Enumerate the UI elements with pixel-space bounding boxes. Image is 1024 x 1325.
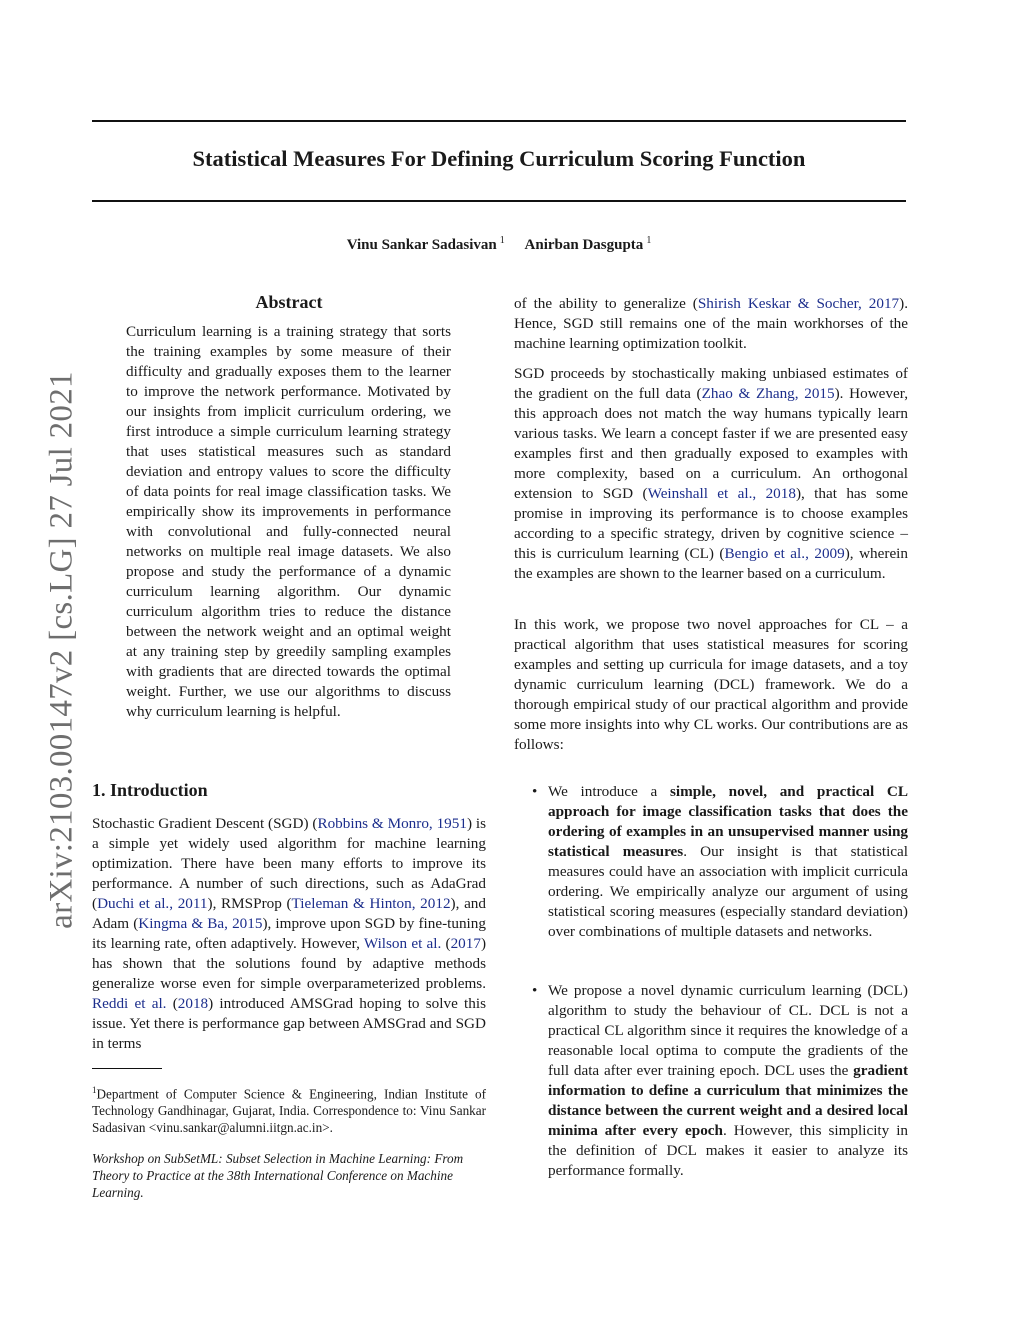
right-paragraph-1 [514,294,908,354]
citation-link[interactable]: 2017 [450,935,481,952]
author-name: Vinu Sankar Sadasivan [346,237,497,253]
text-segment: ( [441,935,451,952]
text-segment: . However, this simplicity in the definition of DCL makes it easier to analyze its performance formally. [548,1122,909,1179]
text-segment: ). Hence, SGD still remains one of the main workhorses of the machine learning optimization toolkit. [514,295,908,352]
text-segment: ), that has some promise in improving its performance is to choose examples according to a specific strategy, driven by cognitive science – this is curriculum learning (CL) ( [514,485,908,562]
text-segment: ) has shown that the solutions found by adaptive methods generalize worse even for simple overparameterized problems. [92,935,487,992]
text-segment: . Our insight is that statistical measures could have an association with implicit curricula ordering. We empirically analyze our argument of using statistical scoring measures (especially standard deviation) over combinations of multiple datasets and networks. [548,843,909,940]
citation-link[interactable]: Weinshall et al., 2018 [647,485,796,502]
footnote-text: Department of Computer Science & Engineering, Indian Institute of Technology Gandhinagar, Gujarat, India. Correspondence to: Vinu Sankar Sadasivan <vinu.sankar@alumni.iitgn.ac.in>. [92,1086,486,1136]
citation-link[interactable]: Reddi et al. [92,995,167,1012]
author-list [92,235,906,254]
right-paragraph-2 [514,364,908,584]
abstract-paragraph: Curriculum learning is a training strategy that sorts the training examples by some measure of their difficulty and gradually exposes them to the learner to improve the network performance. Motivated by our insights from implicit curriculum ordering, we first introduce a simple curriculum learning strategy that uses statistical measures such as standard deviation and entropy values to score the difficulty of data points for real image classification tasks. We empirically show its improvements in performance with convolutional and fully-connected neural networks on multiple real image datasets. We also propose and study the performance of a dynamic curriculum learning algorithm. Our dynamic curriculum algorithm tries to reduce the distance between the network weight and an optimal weight at any training step by greedily sampling examples with gradients that are directed towards the optimal weight. Further, we use our algorithms to discuss why curriculum learning is helpful. [126,323,451,720]
footnote-rule [92,1068,162,1069]
citation-link[interactable]: Duchi et al., 2011 [97,895,208,912]
author-affiliation-mark: 1 [646,235,652,246]
text-segment: ) introduced AMSGrad hoping to solve this issue. Yet there is performance gap between AMSGrad and SGD in terms [92,995,486,1052]
author-name: Anirban Dasgupta [524,237,644,253]
introduction-text [92,814,486,1054]
text-segment: We introduce a [548,783,670,800]
bullet-marker: • [532,783,538,800]
workshop-note [92,1150,486,1201]
text-segment: SGD proceeds by stochastically making unbiased estimates of the gradient on the full data ( [514,365,908,402]
top-rule [92,120,906,122]
introduction-heading: 1. Introduction [92,780,208,800]
arxiv-identifier: arXiv:2103.00147v2 [cs.LG] 27 Jul 2021 [43,371,80,929]
citation-link[interactable]: Tieleman & Hinton, 2012 [291,895,451,912]
abstract-heading: Abstract [255,292,323,312]
text-segment: ), RMSProp ( [207,895,292,912]
contribution-bullet-1 [548,782,908,942]
text-segment: Stochastic Gradient Descent (SGD) ( [92,815,318,832]
intro-paragraph [92,814,486,1054]
citation-link[interactable]: Bengio et al., 2009 [724,545,845,562]
citation-link[interactable]: Robbins & Monro, 1951 [317,815,467,832]
bold-text: simple, novel, and practical CL approach for image classification tasks that does the ordering of examples in an unsupervised manner using statistical measures [548,783,908,860]
citation-link[interactable]: 2018 [177,995,209,1012]
abstract-text [126,322,451,722]
text-segment: ( [166,995,178,1012]
contribution-bullet-2 [548,981,908,1181]
text-segment: ). However, this approach does not match the way humans typically learn various tasks. We learn a concept faster if we are presented easy examples first and then gradually exposed to examples with more complexity, based on a curriculum. An orthogonal extension to SGD ( [514,385,908,502]
footnote-mark: 1 [92,1085,97,1095]
citation-link[interactable]: Wilson et al. [363,935,442,952]
citation-link[interactable]: Zhao & Zhang, 2015 [701,385,835,402]
bold-text: gradient information to define a curriculum that minimizes the distance between the current weight and a desired local minima after every epoch [548,1062,908,1139]
text-segment: ), improve upon SGD by fine-tuning its learning rate, often adaptively. However, [92,915,486,952]
right-paragraph-3: In this work, we propose two novel approaches for CL – a practical algorithm that uses statistical measures for scoring examples and setting up curricula for image datasets, and a toy dynamic curriculum learning (DCL) framework. We do a thorough empirical study of our practical algorithm and provide some more insights into why CL works. Our contributions are as follows: [514,616,908,753]
author-affiliation-mark: 1 [499,235,505,246]
text-segment: We propose a novel dynamic curriculum learning (DCL) algorithm to study the behaviour of CL. DCL is not a practical CL algorithm since it requires the knowledge of a reasonable local optima to compute the gradients of the full data after ever training epoch. DCL uses the [548,982,908,1079]
bullet-marker: • [532,982,538,999]
workshop-text: Workshop on SubSetML: Subset Selection in Machine Learning: From Theory to Practice at the 38th International Conference on Machine Learning. [92,1151,464,1200]
footnote [92,1082,486,1136]
text-segment: ), wherein the examples are shown to the learner based on a curriculum. [514,545,908,582]
text-segment: ), and Adam ( [92,895,486,932]
paper-title: Statistical Measures For Defining Curriculum Scoring Function [192,146,806,171]
citation-link[interactable]: Kingma & Ba, 2015 [138,915,263,932]
text-segment: ) is a simple yet widely used algorithm for machine learning optimization. There have been many efforts to improve its performance. A number of such directions, such as AdaGrad ( [92,815,487,912]
title-bottom-rule [92,200,906,202]
text-segment: of the ability to generalize ( [514,295,698,312]
citation-link[interactable]: Shirish Keskar & Socher, 2017 [697,295,900,312]
